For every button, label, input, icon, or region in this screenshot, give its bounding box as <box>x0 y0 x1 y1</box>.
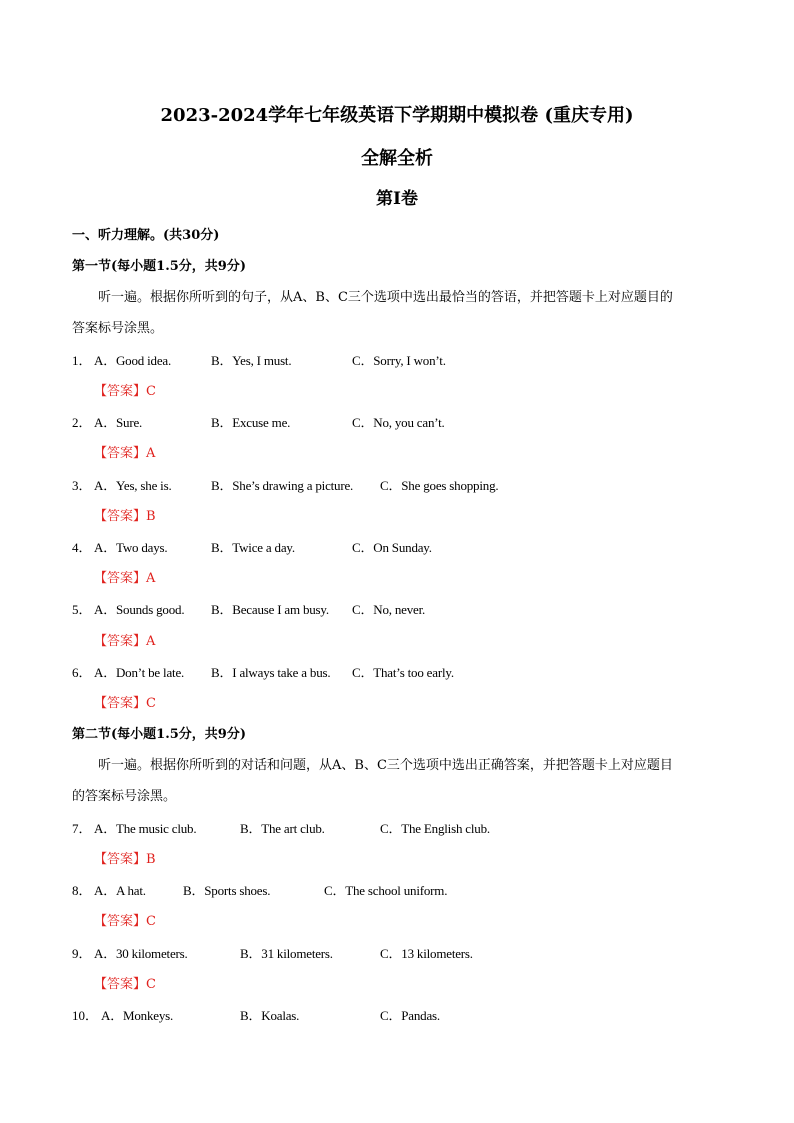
answer-value: B <box>146 852 156 867</box>
option-a: A．Two days. <box>94 540 168 555</box>
option-b: B．Koalas. <box>240 1008 300 1023</box>
answer-label: 【答案】 <box>94 852 147 867</box>
answer-line <box>94 852 156 868</box>
volume-heading: 第I卷 <box>376 189 418 209</box>
answer-value: C <box>146 696 156 711</box>
answer-label: 【答案】 <box>94 384 147 399</box>
section2-instruction-line1: 听一遍。根据你所听到的对话和问题，从A、B、C三个选项中选出正确答案，并把答题卡上对应题目 <box>98 758 673 773</box>
answer-value: A <box>146 634 156 649</box>
answer-line <box>94 509 156 525</box>
section1-heading: 第一节(每小题1.5分，共9分) <box>72 259 246 274</box>
option-a: A．Sounds good. <box>94 602 185 617</box>
answer-label: 【答案】 <box>94 696 147 711</box>
question-number: 5． <box>72 602 92 617</box>
option-a: A．The music club. <box>94 821 197 836</box>
option-c: C．That’s too early. <box>352 665 454 680</box>
option-a: A．Yes, she is. <box>94 478 172 493</box>
answer-value: A <box>146 571 156 586</box>
option-a: A．Don’t be late. <box>94 665 185 680</box>
section1-instruction-line1: 听一遍。根据你所听到的句子，从A、B、C三个选项中选出最恰当的答语，并把答题卡上对应题目的 <box>98 290 673 305</box>
section2-heading: 第二节(每小题1.5分，共9分) <box>72 727 246 742</box>
option-c: C．No, never. <box>352 602 426 617</box>
option-c: C．Sorry, I won’t. <box>352 353 446 368</box>
part1-heading: 一、听力理解。(共30分) <box>72 228 220 243</box>
option-a: A．A hat. <box>94 883 146 898</box>
question-number: 1． <box>72 353 92 368</box>
option-b: B．Sports shoes. <box>183 883 271 898</box>
answer-line <box>94 571 155 587</box>
option-c: C．Pandas. <box>380 1008 440 1023</box>
option-b: B．Because I am busy. <box>211 602 329 617</box>
option-b: B．31 kilometers. <box>240 946 333 961</box>
option-c: C．No, you can’t. <box>352 415 445 430</box>
question-number: 8． <box>72 883 92 898</box>
option-c: C．The English club. <box>380 821 490 836</box>
question-number: 7． <box>72 821 92 836</box>
answer-label: 【答案】 <box>94 509 147 524</box>
option-c: C．She goes shopping. <box>380 478 499 493</box>
section1-instruction-line2: 答案标号涂黑。 <box>72 321 164 336</box>
question-number: 2． <box>72 415 92 430</box>
option-a: A．30 kilometers. <box>94 946 188 961</box>
question-number: 6． <box>72 665 92 680</box>
answer-label: 【答案】 <box>94 446 147 461</box>
option-b: B．Yes, I must. <box>211 353 292 368</box>
answer-line <box>94 384 156 400</box>
document-subtitle: 全解全析 <box>361 148 433 169</box>
answer-label: 【答案】 <box>94 914 147 929</box>
answer-value: A <box>146 446 156 461</box>
question-number: 3． <box>72 478 92 493</box>
answer-line <box>94 634 155 650</box>
option-c: C．On Sunday. <box>352 540 432 555</box>
answer-label: 【答案】 <box>94 571 147 586</box>
option-b: B．I always take a bus. <box>211 665 331 680</box>
answer-line <box>94 977 156 993</box>
option-b: B．She’s drawing a picture. <box>211 478 354 493</box>
option-b: B．Twice a day. <box>211 540 295 555</box>
answer-label: 【答案】 <box>94 977 147 992</box>
option-b: B．Excuse me. <box>211 415 291 430</box>
question-number: 10． <box>72 1008 99 1023</box>
answer-value: C <box>146 384 156 399</box>
option-c: C．The school uniform. <box>324 883 448 898</box>
option-a: A．Good idea. <box>94 353 172 368</box>
answer-line <box>94 696 156 712</box>
answer-line <box>94 914 156 930</box>
question-number: 9． <box>72 946 92 961</box>
answer-line <box>94 446 155 462</box>
option-a: A．Monkeys. <box>101 1008 174 1023</box>
document-title: 2023-2024学年七年级英语下学期期中模拟卷 (重庆专用) <box>160 105 634 126</box>
answer-value: C <box>146 977 156 992</box>
section2-instruction-line2: 的答案标号涂黑。 <box>72 789 177 804</box>
option-c: C．13 kilometers. <box>380 946 473 961</box>
answer-value: C <box>146 914 156 929</box>
answer-value: B <box>146 509 156 524</box>
option-b: B．The art club. <box>240 821 325 836</box>
option-a: A．Sure. <box>94 415 143 430</box>
answer-label: 【答案】 <box>94 634 147 649</box>
question-number: 4． <box>72 540 92 555</box>
